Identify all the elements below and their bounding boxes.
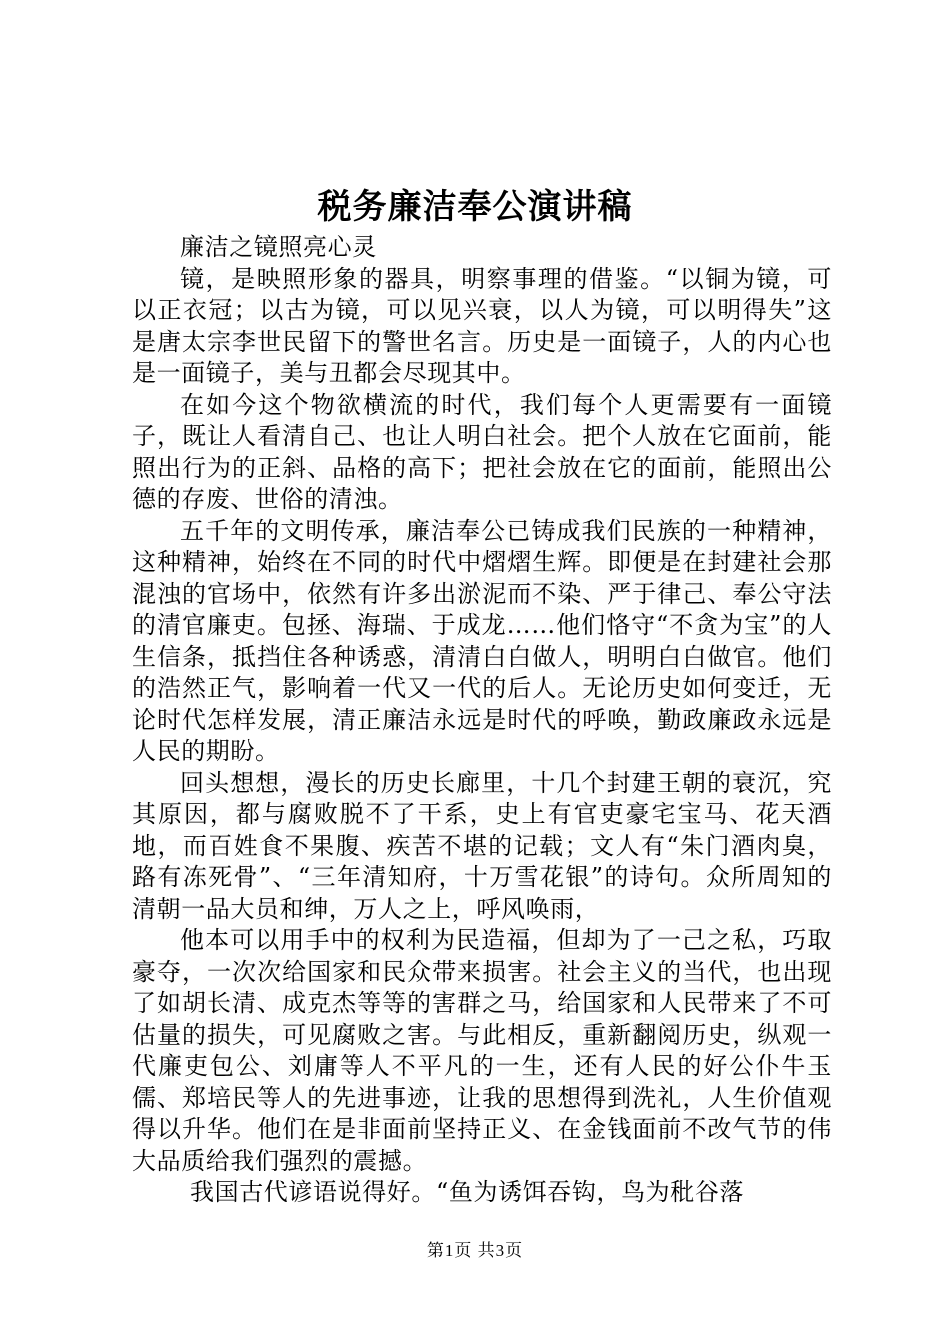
body-paragraph: 回头想想，漫长的历史长廊里，十几个封建王朝的衰沉，究其原因，都与腐败脱不了干系，史上有官吏豪宅宝马、花天酒地，而百姓食不果腹、疾苦不堪的记载；文人有“朱门酒肉臭，路有冻死骨”、“三年清知府，十万雪花银”的诗句。众所周知的清朝一品大员和绅，万人之上，呼风唤雨，	[132, 768, 832, 923]
body-paragraph: 他本可以用手中的权利为民造福，但却为了一己之私，巧取豪夺，一次次给国家和民众带来损害。社会主义的当代，也出现了如胡长清、成克杰等等的害群之马，给国家和人民带来了不可估量的损失，可见腐败之害。与此相反，重新翻阅历史，纵观一代廉吏包公、刘庸等人不平凡的一生，还有人民的好公仆牛玉儒、郑培民等人的先进事迹，让我的思想得到洗礼，人生价值观得以升华。他们在是非面前坚持正义、在金钱面前不改气节的伟大品质给我们强烈的震撼。	[132, 926, 832, 1175]
body-paragraph: 五千年的文明传承，廉洁奉公已铸成我们民族的一种精神，这种精神，始终在不同的时代中熠熠生辉。即便是在封建社会那混浊的官场中，依然有许多出淤泥而不染、严于律己、奉公守法的清官廉吏。包拯、海瑞、于成龙……他们恪守“不贪为宝”的人生信条，抵挡住各种诱惑，清清白白做人，明明白白做官。他们的浩然正气，影响着一代又一代的后人。无论历史如何变迁，无论时代怎样发展，清正廉洁永远是时代的呼唤，勤政廉政永远是人民的期盼。	[132, 516, 832, 765]
body-paragraph: 在如今这个物欲横流的时代，我们每个人更需要有一面镜子，既让人看清自己、也让人明白社会。把个人放在它面前，能照出行为的正斜、品格的高下；把社会放在它的面前，能照出公德的存废、世俗的清浊。	[132, 390, 832, 513]
body-paragraph: 镜，是映照形象的器具，明察事理的借鉴。“以铜为镜，可以正衣冠；以古为镜，可以见兴衰，以人为镜，可以明得失”这是唐太宗李世民留下的警世名言。历史是一面镜子，人的内心也是一面镜子，美与丑都会尽现其中。	[132, 264, 832, 387]
page-footer: 第1页 共3页	[426, 1241, 524, 1260]
body-paragraph: 我国古代谚语说得好。“鱼为诱饵吞钩，鸟为秕谷落	[190, 1178, 745, 1206]
subtitle-paragraph: 廉洁之镜照亮心灵	[180, 233, 377, 261]
document-body	[132, 232, 832, 1209]
document-title: 税务廉洁奉公演讲稿	[317, 187, 633, 227]
